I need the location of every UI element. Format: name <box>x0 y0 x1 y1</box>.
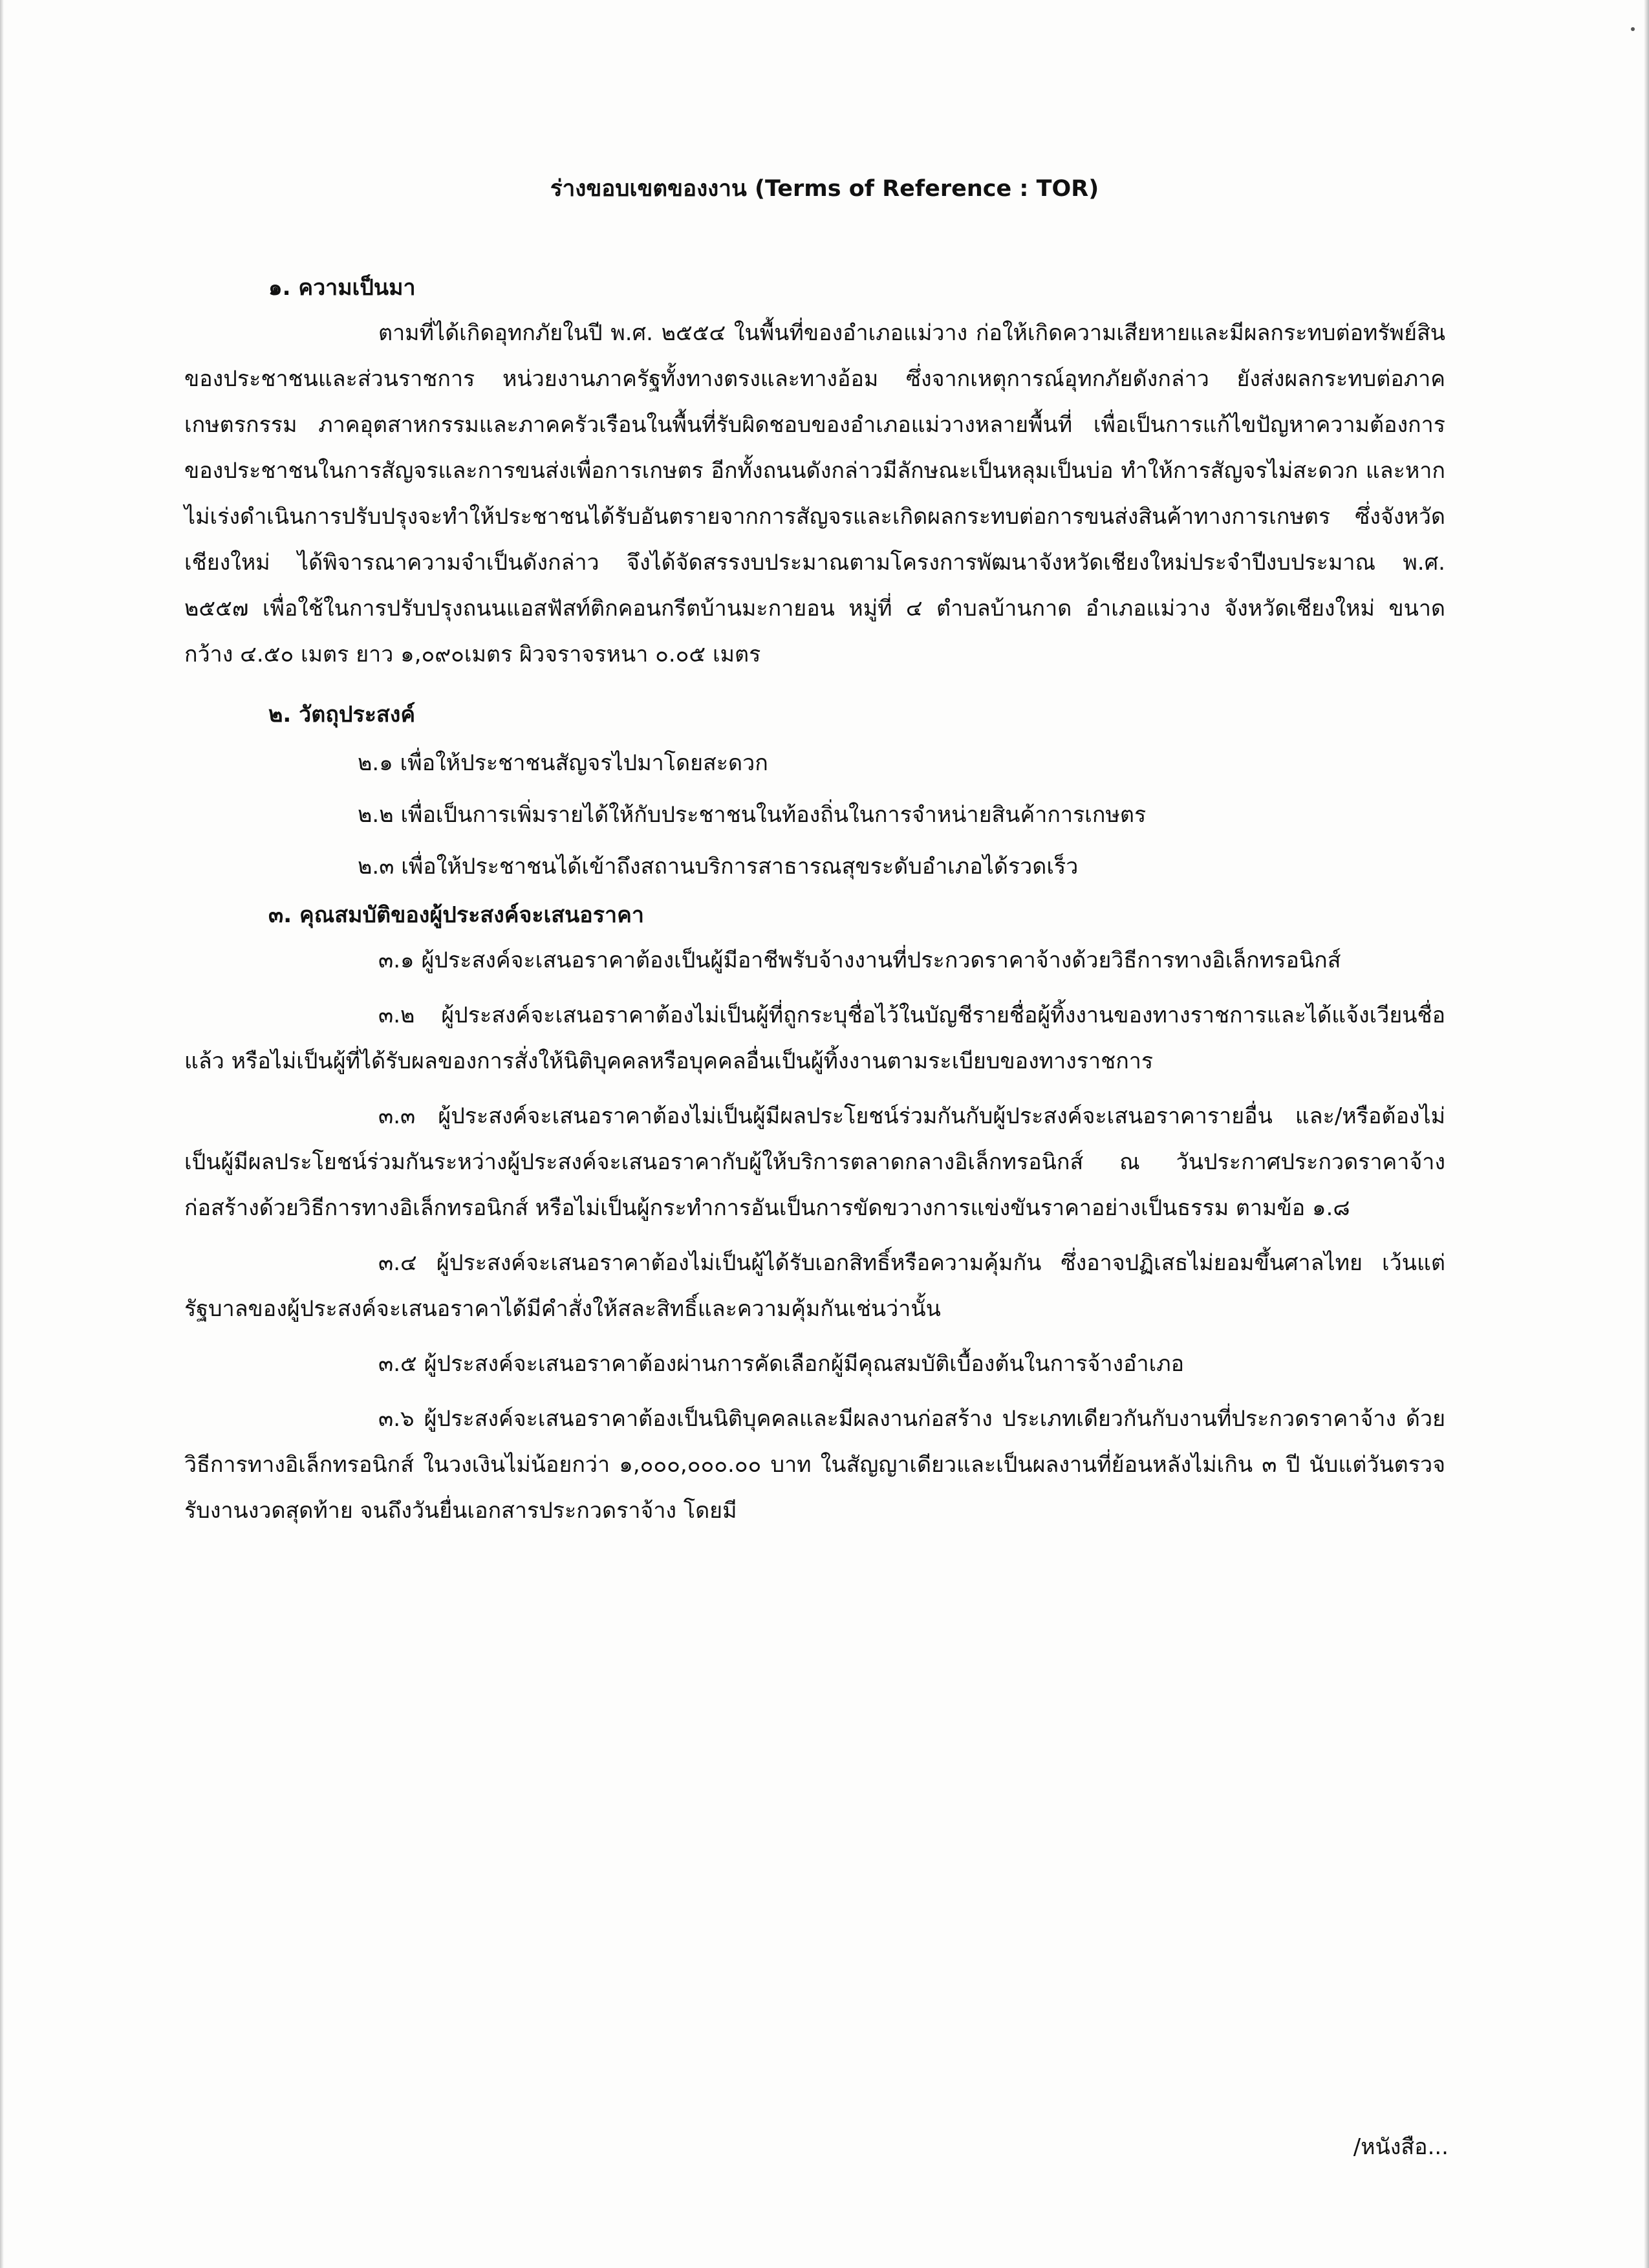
section-heading-background: ๑. ความเป็นมา <box>268 275 416 301</box>
qualification-paragraph: ๓.๔ ผู้ประสงค์จะเสนอราคาต้องไม่เป็นผู้ได้รับเอกสิทธิ์หรือความคุ้มกัน ซึ่งอาจปฏิเสธไม่ยอมขึ้นศาลไทย เว้นแต่รัฐบาลของผู้ประสงค์จะเสนอราคาได้มีคำสั่งให้สละสิทธิ์และความคุ้มกันเช่นว่านั้น <box>184 1250 1445 1322</box>
document-title: ร่างขอบเขตของงาน (Terms of Reference : TOR) <box>550 176 1099 202</box>
scan-speck <box>1631 27 1635 31</box>
section-heading-qualifications: ๓. คุณสมบัติของผู้ประสงค์จะเสนอราคา <box>268 902 644 928</box>
qualification-paragraph: ๓.๖ ผู้ประสงค์จะเสนอราคาต้องเป็นนิติบุคคลและมีผลงานก่อสร้าง ประเภทเดียวกันกับงานที่ประกวดราคาจ้าง ด้วยวิธีการทางอิเล็กทรอนิกส์ ในวงเงินไม่น้อยกว่า ๑,๐๐๐,๐๐๐.๐๐ บาท ในสัญญาเดียวและเป็นผลงานที่ย้อนหลังไม่เกิน ๓ ปี นับแต่วันตรวจรับงานงวดสุดท้าย จนถึงวันยื่นเอกสารประกวดราจ้าง โดยมี <box>184 1406 1445 1524</box>
objective-item: ๒.๒ เพื่อเป็นการเพิ่มรายได้ให้กับประชาชนในท้องถิ่นในการจำหน่ายสินค้าการเกษตร <box>358 802 1147 828</box>
qualification-paragraph: ๓.๓ ผู้ประสงค์จะเสนอราคาต้องไม่เป็นผู้มีผลประโยชน์ร่วมกันกับผู้ประสงค์จะเสนอราคารายอื่น และ/หรือต้องไม่เป็นผู้มีผลประโยชน์ร่วมกันระหว่างผู้ประสงค์จะเสนอราคากับผู้ให้บริการตลาดกลางอิเล็กทรอนิกส์ ณ วันประกาศประกวดราคาจ้างก่อสร้างด้วยวิธีการทางอิเล็กทรอนิกส์ หรือไม่เป็นผู้กระทำการอันเป็นการขัดขวางการแข่งขันราคาอย่างเป็นธรรม ตามข้อ ๑.๘ <box>184 1103 1445 1221</box>
qualification-paragraph: ๓.๒ ผู้ประสงค์จะเสนอราคาต้องไม่เป็นผู้ที่ถูกระบุชื่อไว้ในบัญชีรายชื่อผู้ทิ้งงานของทางราชการและได้แจ้งเวียนชื่อแล้ว หรือไม่เป็นผู้ที่ได้รับผลของการสั่งให้นิติบุคคลหรือบุคคลอื่นเป็นผู้ทิ้งงานตามระเบียบของทางราชการ <box>184 1002 1445 1074</box>
scan-edge-left <box>0 0 4 2268</box>
section-heading-objectives: ๒. วัตถุประสงค์ <box>268 702 416 728</box>
section-background <box>184 265 1445 678</box>
qualification-paragraph: ๓.๕ ผู้ประสงค์จะเสนอราคาต้องผ่านการคัดเลือกผู้มีคุณสมบัติเบื้องต้นในการจ้างอำเภอ <box>378 1351 1185 1377</box>
qualification-paragraph: ๓.๑ ผู้ประสงค์จะเสนอราคาต้องเป็นผู้มีอาชีพรับจ้างงานที่ประกวดราคาจ้างด้วยวิธีการทางอิเล็กทรอนิกส์ <box>378 947 1341 973</box>
document-body <box>184 265 1445 1534</box>
background-paragraph: ตามที่ได้เกิดอุทกภัยในปี พ.ศ. ๒๕๕๔ ในพื้นที่ของอำเภอแม่วาง ก่อให้เกิดความเสียหายและมีผลกระทบต่อทรัพย์สินของประชาชนและส่วนราชการ หน่วยงานภาครัฐทั้งทางตรงและทางอ้อม ซึ่งจากเหตุการณ์อุทกภัยดังกล่าว ยังส่งผลกระทบต่อภาคเกษตรกรรม ภาคอุตสาหกรรมและภาคครัวเรือนในพื้นที่รับผิดชอบของอำเภอแม่วางหลายพื้นที่ เพื่อเป็นการแก้ไขปัญหาความต้องการของประชาชนในการสัญจรและการขนส่งเพื่อการเกษตร อีกทั้งถนนดังกล่าวมีลักษณะเป็นหลุมเป็นบ่อ ทำให้การสัญจรไม่สะดวก และหากไม่เร่งดำเนินการปรับปรุงจะทำให้ประชาชนได้รับอันตรายจากการสัญจรและเกิดผลกระทบต่อการขนส่งสินค้าทางการเกษตร ซึ่งจังหวัดเชียงใหม่ ได้พิจารณาความจำเป็นดังกล่าว จึงได้จัดสรรงบประมาณตามโครงการพัฒนาจังหวัดเชียงใหม่ประจำปีงบประมาณ พ.ศ. ๒๕๕๗ เพื่อใช้ในการปรับปรุงถนนแอสฟัสท์ติกคอนกรีตบ้านมะกายอน หมู่ที่ ๔ ตำบลบ้านกาด อำเภอแม่วาง จังหวัดเชียงใหม่ ขนาดกว้าง ๔.๕๐ เมตร ยาว ๑,๐๙๐เมตร ผิวจราจรหนา ๐.๐๕ เมตร <box>184 320 1445 667</box>
section-qualifications <box>184 892 1445 1534</box>
continuation-marker: /หนังสือ... <box>1353 2134 1449 2160</box>
section-objectives <box>184 692 1445 892</box>
objective-item: ๒.๓ เพื่อให้ประชาชนได้เข้าถึงสถานบริการสาธารณสุขระดับอำเภอได้รวดเร็ว <box>358 854 1079 880</box>
scan-edge-right <box>1644 0 1649 2268</box>
objective-item: ๒.๑ เพื่อให้ประชาชนสัญจรไปมาโดยสะดวก <box>358 750 768 776</box>
